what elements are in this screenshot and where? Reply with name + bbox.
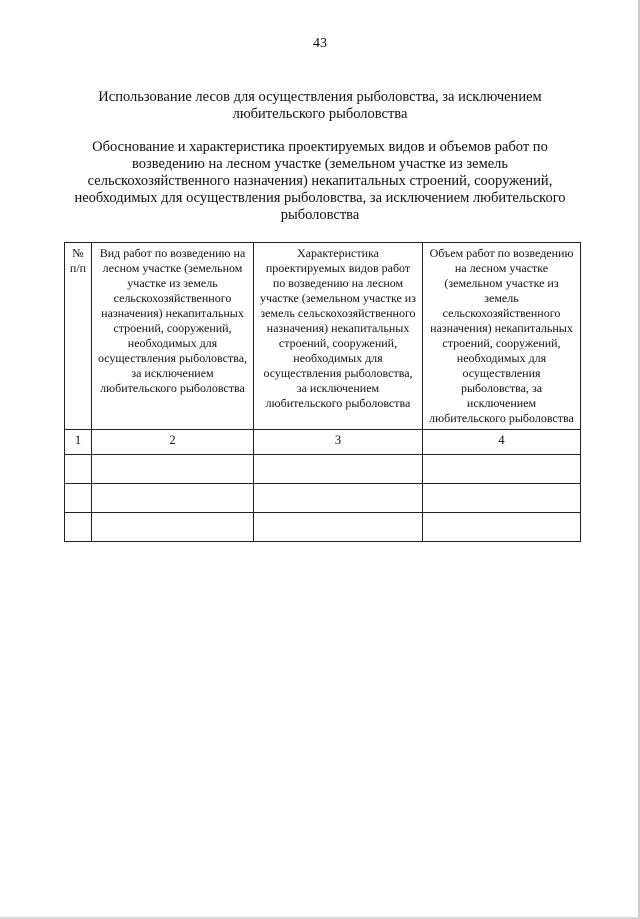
header-cell-work-volume: Объем работ по возведению на лесном участке (земельном участке из земель сельскохозяйственного назначения) некапитальных строений, сооружений, необходимых для осуществления рыболовства, за исключением любительского рыболовства — [423, 243, 581, 430]
table-cell — [423, 484, 581, 513]
table-cell — [254, 484, 423, 513]
page-number: 43 — [313, 36, 327, 51]
table-cell — [254, 513, 423, 542]
table-cell — [423, 513, 581, 542]
column-number-row — [65, 430, 581, 455]
header-cell-work-type: Вид работ по возведению на лесном участке (земельном участке из земель сельскохозяйственного назначения) некапитальных строений, сооружений, необходимых для осуществления рыболовства, за исключением любительского рыболовства — [92, 243, 254, 430]
table-cell — [65, 455, 92, 484]
table-cell — [92, 484, 254, 513]
table-cell — [65, 513, 92, 542]
table-header-row — [65, 243, 581, 430]
table-cell — [92, 513, 254, 542]
table-row — [65, 455, 581, 484]
table-cell — [65, 484, 92, 513]
header-cell-number: № п/п — [65, 243, 92, 430]
works-table — [64, 242, 581, 542]
header-cell-characteristics: Характеристика проектируемых видов работ по возведению на лесном участке (земельном участке из земель сельскохозяйственного назначения) некапитальных строений, сооружений, необходимых для осуществления рыболовства, за исключением любительского рыболовства — [254, 243, 423, 430]
table-row — [65, 513, 581, 542]
page-subtitle: Обоснование и характеристика проектируемых видов и объемов работ по возведению на лесном участке (земельном участке из земель сельскохозяйственного назначения) некапитальных строений, сооружений, необходимых для осуществления рыболовства, за исключением любительского рыболовства — [74, 139, 566, 223]
column-number-cell: 4 — [423, 430, 581, 455]
table-cell — [92, 455, 254, 484]
column-number-cell: 3 — [254, 430, 423, 455]
table-row — [65, 484, 581, 513]
table-cell — [254, 455, 423, 484]
table-cell — [423, 455, 581, 484]
column-number-cell: 1 — [65, 430, 92, 455]
column-number-cell: 2 — [92, 430, 254, 455]
page-title: Использование лесов для осуществления рыболовства, за исключением любительского рыболовства — [98, 89, 542, 122]
